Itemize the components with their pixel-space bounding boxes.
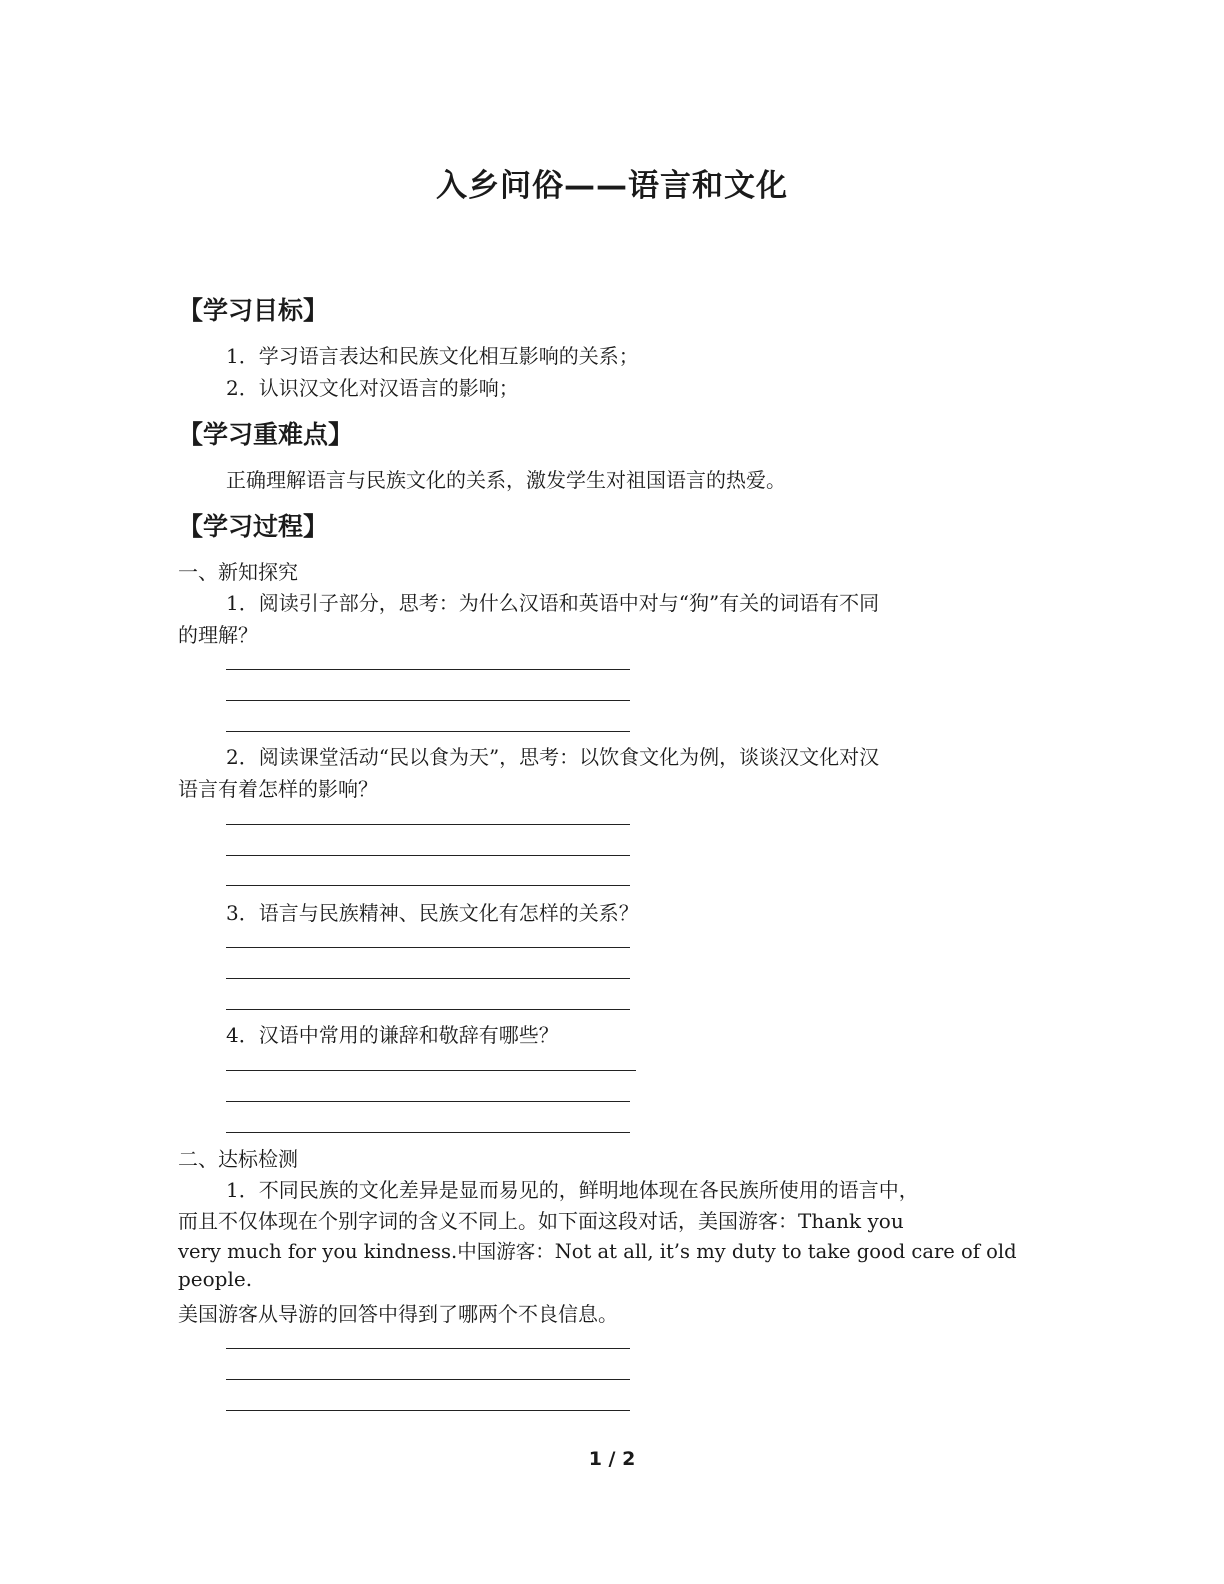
test-1-line-3: very much for you kindness.中国游客：Not at all, it’s my duty to take good care of old xyxy=(178,1240,1017,1263)
question-3: 3．语言与民族精神、民族文化有怎样的关系？ xyxy=(226,901,639,925)
objective-item-2: 2．认识汉文化对汉语言的影响； xyxy=(226,376,519,400)
objective-item-1: 1．学习语言表达和民族文化相互影响的关系； xyxy=(226,344,639,368)
answer-line[interactable] xyxy=(226,1009,630,1010)
key-points-heading: 【学习重难点】 xyxy=(178,420,354,449)
test-1-question: 美国游客从导游的回答中得到了哪两个不良信息。 xyxy=(178,1302,618,1326)
objectives-heading: 【学习目标】 xyxy=(178,296,329,325)
test-1-line-4: people. xyxy=(178,1267,253,1291)
test-1-line-2: 而且不仅体现在个别字词的含义不同上。如下面这段对话，美国游客：Thank you xyxy=(178,1209,904,1233)
question-4: 4．汉语中常用的谦辞和敬辞有哪些？ xyxy=(226,1023,559,1047)
question-1-line-2: 的理解？ xyxy=(178,623,258,647)
key-points-text: 正确理解语言与民族文化的关系，激发学生对祖国语言的热爱。 xyxy=(226,468,786,492)
question-1-line-1: 1．阅读引子部分，思考：为什么汉语和英语中对与“狗”有关的词语有不同 xyxy=(226,591,880,615)
question-2-line-1: 2．阅读课堂活动“民以食为天”，思考：以饮食文化为例，谈谈汉文化对汉 xyxy=(226,745,880,769)
answer-line[interactable] xyxy=(226,1348,630,1349)
answer-line[interactable] xyxy=(226,855,630,856)
part1-label: 一、新知探究 xyxy=(178,560,298,584)
answer-line[interactable] xyxy=(226,1410,630,1411)
answer-line[interactable] xyxy=(226,669,630,670)
test-1-line-1: 1．不同民族的文化差异是显而易见的，鲜明地体现在各民族所使用的语言中， xyxy=(226,1178,919,1202)
answer-line[interactable] xyxy=(226,947,630,948)
answer-line[interactable] xyxy=(226,1070,636,1071)
answer-line[interactable] xyxy=(226,1101,630,1102)
answer-line[interactable] xyxy=(226,1132,630,1133)
question-2-line-2: 语言有着怎样的影响？ xyxy=(178,777,378,801)
process-heading: 【学习过程】 xyxy=(178,512,329,541)
part2-label: 二、达标检测 xyxy=(178,1147,298,1171)
answer-line[interactable] xyxy=(226,700,630,701)
page-number: 1 / 2 xyxy=(588,1448,636,1470)
answer-line[interactable] xyxy=(226,978,630,979)
answer-line[interactable] xyxy=(226,885,630,886)
answer-line[interactable] xyxy=(226,1379,630,1380)
answer-line[interactable] xyxy=(226,824,630,825)
page-title: 入乡问俗——语言和文化 xyxy=(436,168,788,204)
answer-line[interactable] xyxy=(226,731,630,732)
